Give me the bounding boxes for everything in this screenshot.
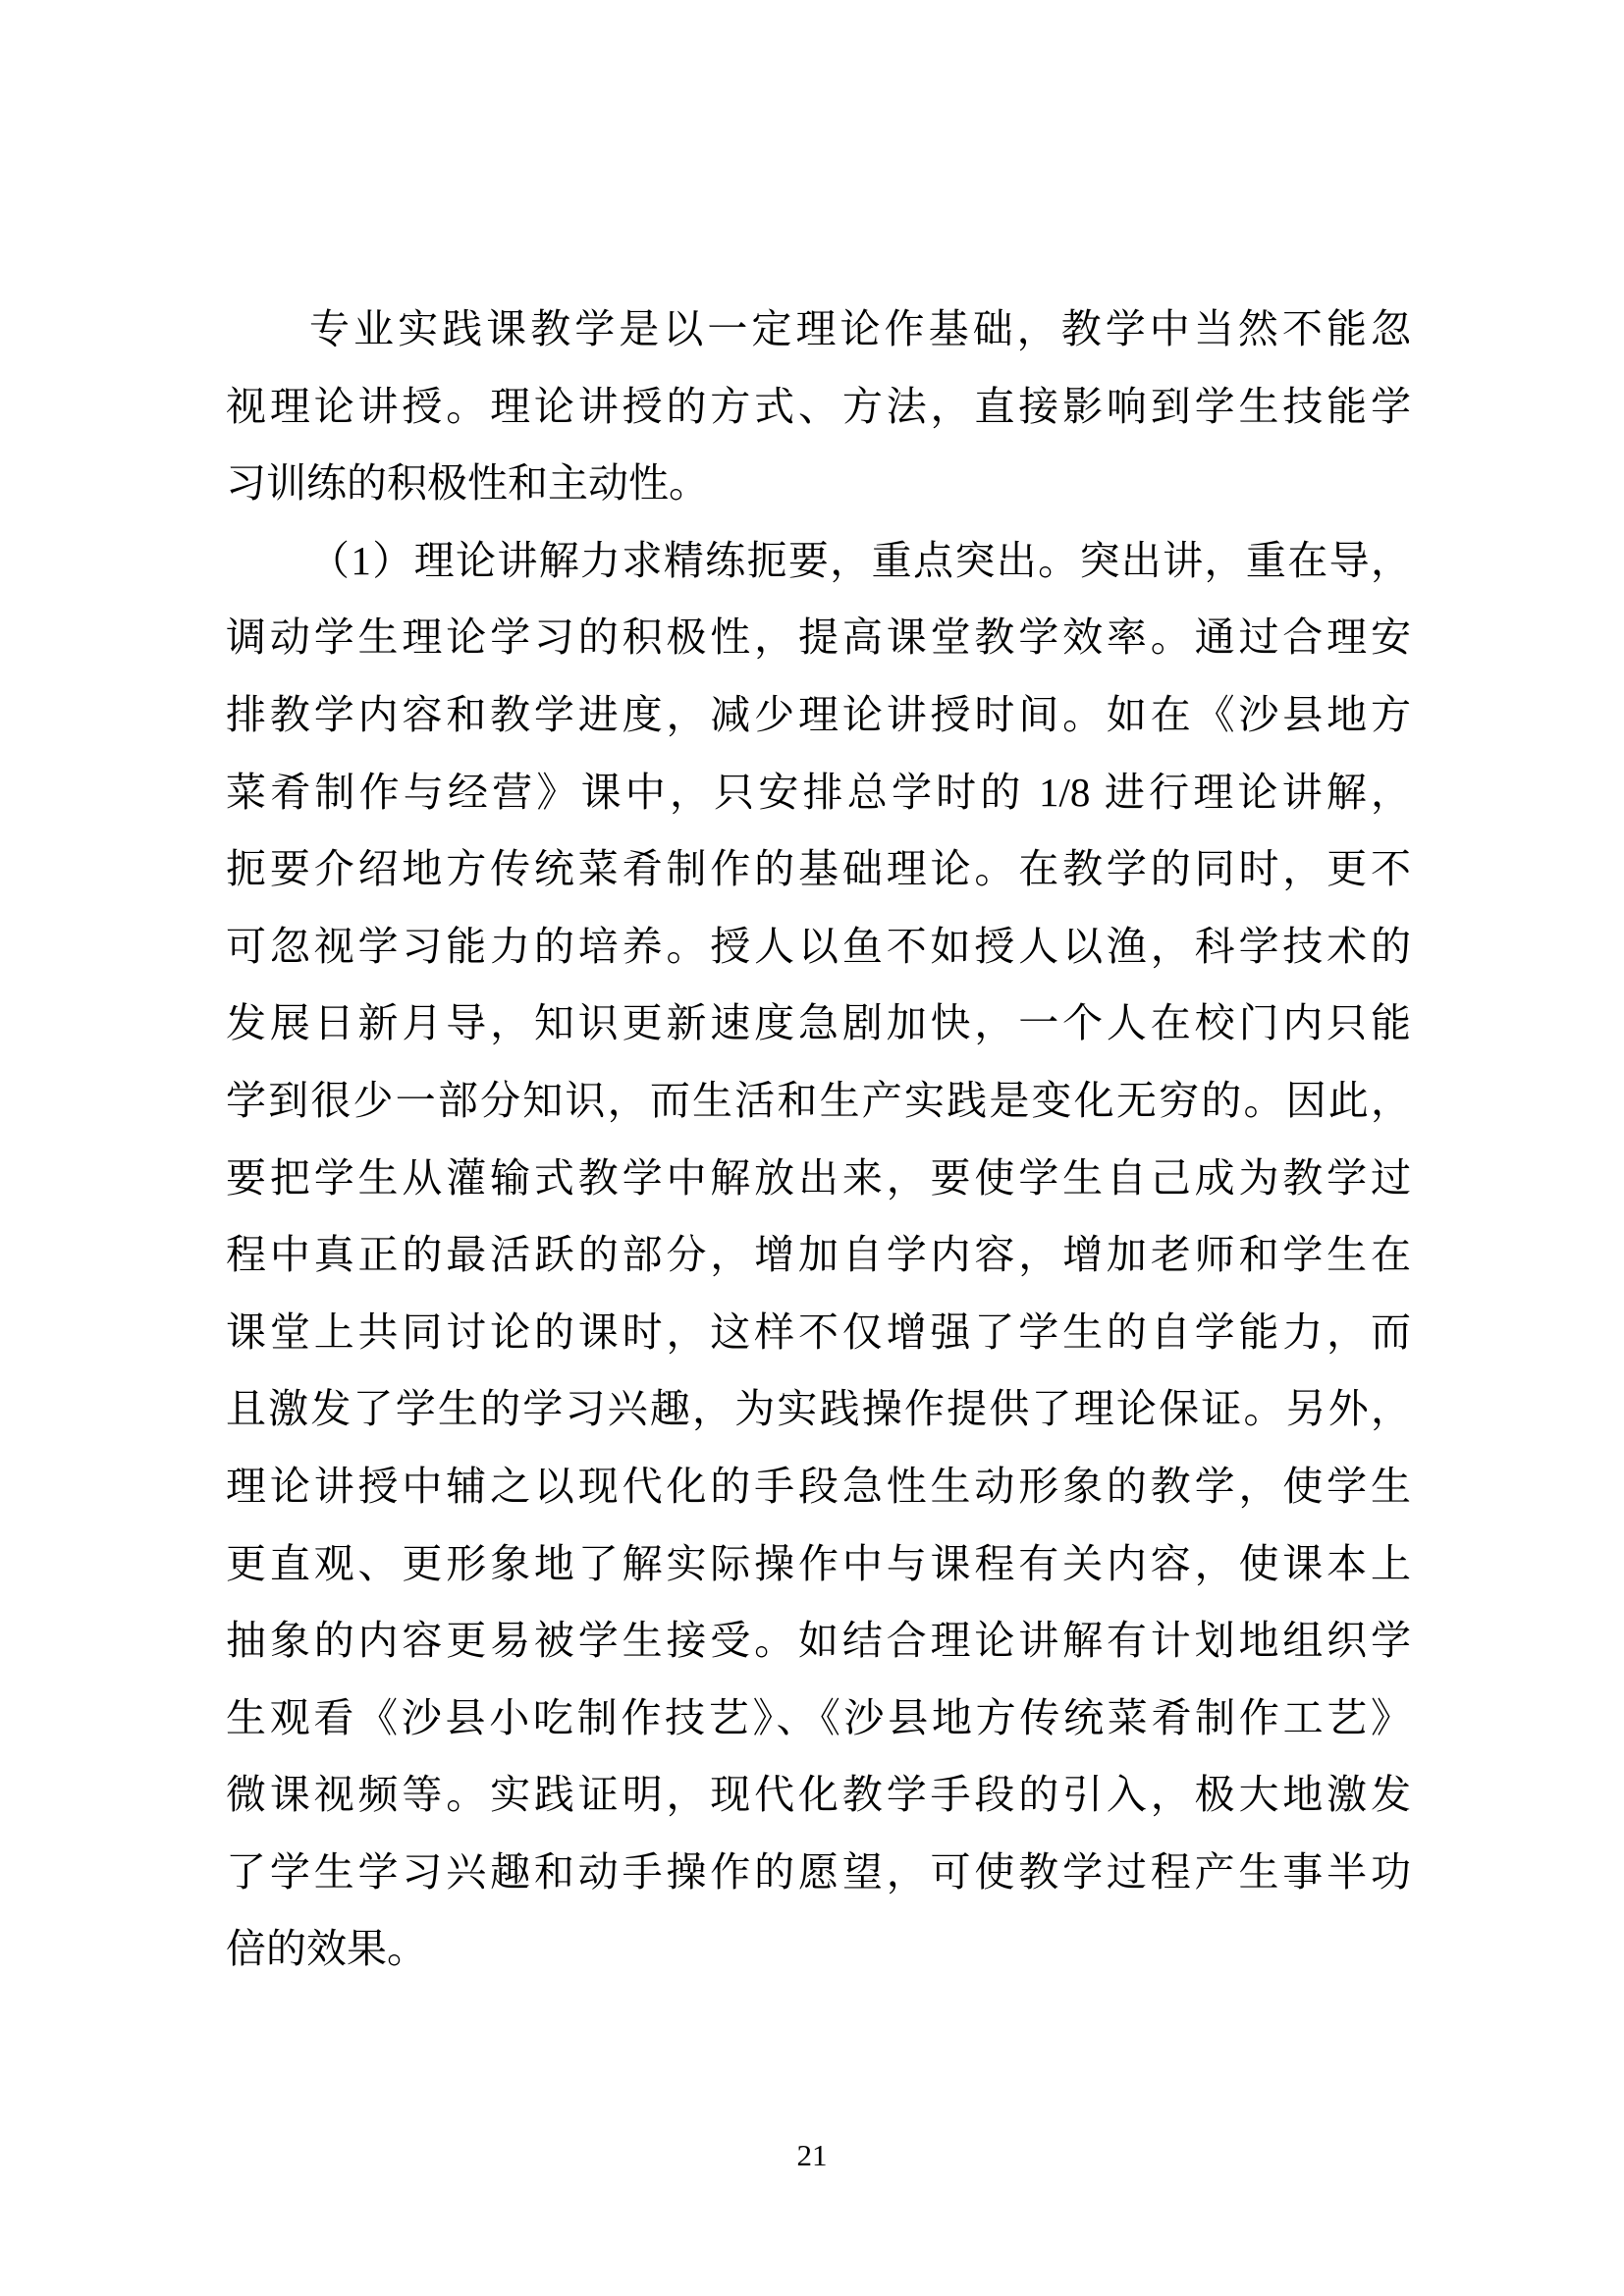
text-line: 抽象的内容更易被学生接受。如结合理论讲解有计划地组织学 (226, 1618, 1411, 1664)
text-line: 学到很少一部分知识，而生活和生产实践是变化无穷的。因此， (226, 1077, 1411, 1123)
text-line: 要把学生从灌输式教学中解放出来，要使学生自己成为教学过 (226, 1154, 1411, 1201)
text-line: 专业实践课教学是以一定理论作基础，教学中当然不能忽 (309, 306, 1411, 351)
text-line: 倍的效果。 (226, 1926, 427, 1972)
text-body (226, 291, 1411, 1988)
paragraph (226, 291, 1411, 522)
text-line: 菜肴制作与经营》课中，只安排总学时的 1/8 进行理论讲解， (226, 769, 1411, 815)
text-line: 课堂上共同讨论的课时，这样不仅增强了学生的自学能力，而 (226, 1308, 1411, 1355)
text-line: 发展日新月导，知识更新速度急剧加快，一个人在校门内只能 (226, 1000, 1411, 1046)
text-line: 可忽视学习能力的培养。授人以鱼不如授人以渔，科学技术的 (226, 923, 1411, 969)
text-line: 排教学内容和教学进度，减少理论讲授时间。如在《沙县地方 (226, 691, 1411, 737)
text-line: 扼要介绍地方传统菜肴制作的基础理论。在教学的同时，更不 (226, 846, 1411, 892)
text-line: 且激发了学生的学习兴趣，为实践操作提供了理论保证。另外， (226, 1386, 1411, 1432)
text-line: 更直观、更形象地了解实际操作中与课程有关内容，使课本上 (226, 1540, 1411, 1586)
text-line: （1）理论讲解力求精练扼要，重点突出。突出讲，重在导， (309, 537, 1411, 583)
page-number: 21 (796, 2138, 828, 2172)
text-line: 程中真正的最活跃的部分，增加自学内容，增加老师和学生在 (226, 1232, 1411, 1278)
text-line: 了学生学习兴趣和动手操作的愿望，可使教学过程产生事半功 (226, 1848, 1411, 1895)
text-line: 微课视频等。实践证明，现代化教学手段的引入，极大地激发 (226, 1772, 1411, 1818)
text-line: 调动学生理论学习的积极性，提高课堂教学效率。通过合理安 (226, 614, 1411, 661)
paragraph (226, 522, 1411, 1988)
text-line: 理论讲授中辅之以现代化的手段急性生动形象的教学，使学生 (226, 1463, 1411, 1509)
page-footer (0, 2136, 1624, 2175)
text-line: 生观看《沙县小吃制作技艺》、《沙县地方传统菜肴制作工艺》 (226, 1694, 1411, 1740)
text-line: 视理论讲授。理论讲授的方式、方法，直接影响到学生技能学 (226, 383, 1411, 429)
text-line: 习训练的积极性和主动性。 (226, 460, 709, 507)
